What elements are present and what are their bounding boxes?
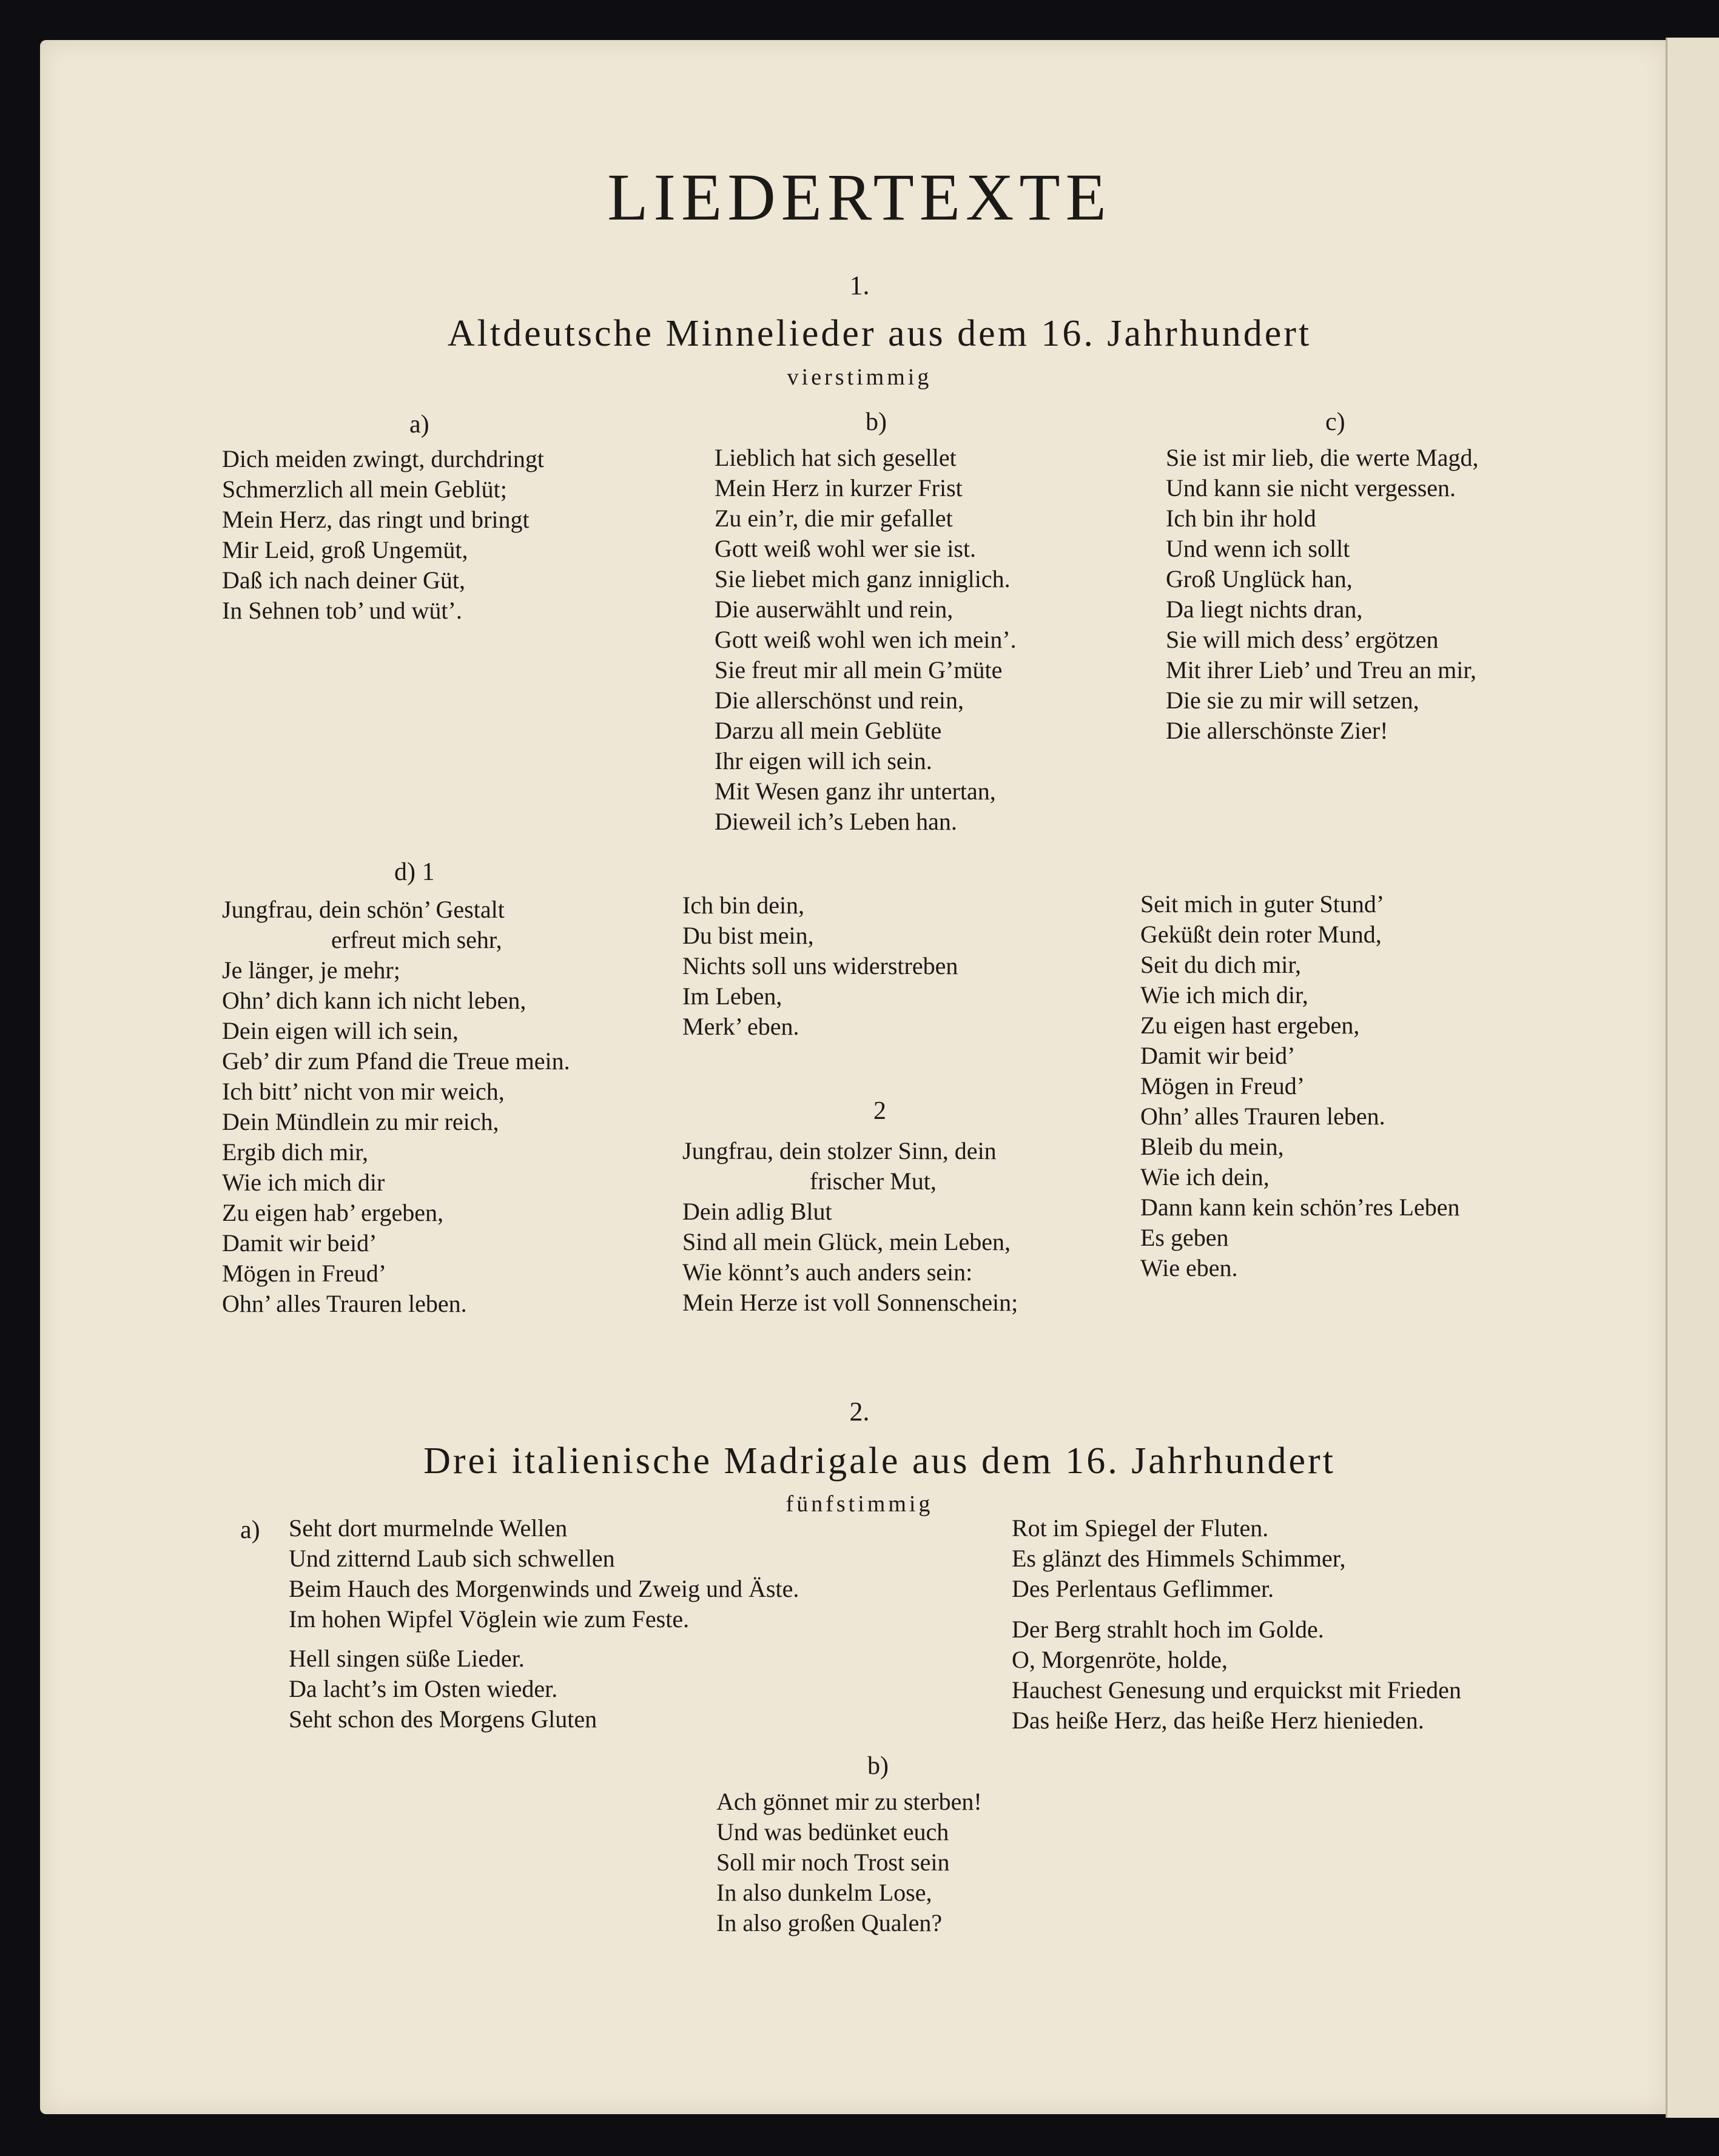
madrigal-a-right-stanza-2: Der Berg strahlt hoch im Golde. O, Morgenröte, holde, Hauchest Genesung und erquickst mit Frieden Das heiße Herz, das heiße Herz hienieden. (1012, 1616, 1461, 1734)
song-a-label: a) (409, 411, 429, 438)
song-c-text: Sie ist mir lieb, die werte Magd, Und kann sie nicht vergessen. Ich bin ihr hold Und wenn ich sollt Groß Unglück han, Da liegt nichts dran, Sie will mich dess’ ergötzen Mit ihrer Lieb’ und Treu an mir, Die sie zu mir will setzen, Die allerschönste Zier! (1166, 444, 1479, 744)
song-d-label: d) 1 (394, 858, 435, 886)
song-a-text: Dich meiden zwingt, durchdringt Schmerzlich all mein Geblüt; Mein Herz, das ringt und bringt Mir Leid, groß Ungemüt, Daß ich nach deiner Güt, In Sehnen tob’ und wüt’. (222, 445, 544, 624)
song-d-verse-1: Jungfrau, dein schön’ Gestalt erfreut mich sehr, Je länger, je mehr; Ohn’ dich kann ich nicht leben, Dein eigen will ich sein, Geb’ dir zum Pfand die Treue mein. Ich bitt’ nicht von mir weich, Dein Mündlein zu mir reich, Ergib dich mir, Wie ich mich dir Zu eigen hab’ ergeben, Damit wir beid’ Mögen in Freud’ Ohn’ alles Trauren leben. (222, 896, 570, 1317)
section-1-heading: Altdeutsche Minnelieder aus dem 16. Jahrhundert (447, 313, 1312, 354)
page-title: LIEDERTEXTE (607, 160, 1112, 234)
madrigal-b-label: b) (867, 1752, 889, 1780)
song-c-label: c) (1325, 408, 1345, 436)
song-d-verse-1-refrain: Ich bin dein, Du bist mein, Nichts soll uns widerstreben Im Leben, Merk’ eben. (682, 892, 958, 1040)
song-b-label: b) (866, 408, 887, 436)
madrigal-b-text: Ach gönnet mir zu sterben! Und was bedünket euch Soll mir noch Trost sein In also dunkelm Lose, In also großen Qualen? (716, 1788, 982, 1936)
section-2-subtitle: fünfstimmig (785, 1491, 934, 1517)
section-1-subtitle: vierstimmig (787, 364, 932, 390)
song-d-verse-2-label: 2 (873, 1097, 886, 1125)
song-b-text: Lieblich hat sich gesellet Mein Herz in kurzer Frist Zu ein’r, die mir gefallet Gott weiß wohl wer sie ist. Sie liebet mich ganz inniglich. Die auserwählt und rein, Gott weiß wohl wen ich mein’. Sie freut mir all mein G’müte Die allerschönst und rein, Darzu all mein Geblüte Ihr eigen will ich sein. Mit Wesen ganz ihr untertan, Dieweil ich’s Leben han. (715, 444, 1017, 835)
madrigal-a-label: a) (240, 1516, 260, 1544)
song-d-verse-2-continued: Seit mich in guter Stund’ Geküßt dein roter Mund, Seit du dich mir, Wie ich mich dir, Zu eigen hast ergeben, Damit wir beid’ Mögen in Freud’ Ohn’ alles Trauren leben. Bleib du mein, Wie ich dein, Dann kann kein schön’res Leben Es geben Wie eben. (1140, 890, 1460, 1281)
song-d-verse-2: Jungfrau, dein stolzer Sinn, dein frischer Mut, Dein adlig Blut Sind all mein Glück, mein Leben, Wie könnt’s auch anders sein: Mein Herze ist voll Sonnenschein; (682, 1137, 1018, 1316)
section-1-number: 1. (849, 270, 870, 300)
madrigal-a-left-stanza-2: Hell singen süße Lieder. Da lacht’s im Osten wieder. Seht schon des Morgens Gluten (289, 1645, 597, 1733)
madrigal-a-right-stanza-1: Rot im Spiegel der Fluten. Es glänzt des Himmels Schimmer, Des Perlentaus Geflimmer. (1012, 1514, 1346, 1602)
section-2-heading: Drei italienische Madrigale aus dem 16. Jahrhundert (423, 1440, 1336, 1482)
section-2-number: 2. (849, 1397, 870, 1426)
madrigal-a-left-stanza-1: Seht dort murmelnde Wellen Und zitternd Laub sich schwellen Beim Hauch des Morgenwinds und Zweig und Äste. Im hohen Wipfel Vöglein wie zum Feste. (289, 1514, 799, 1633)
